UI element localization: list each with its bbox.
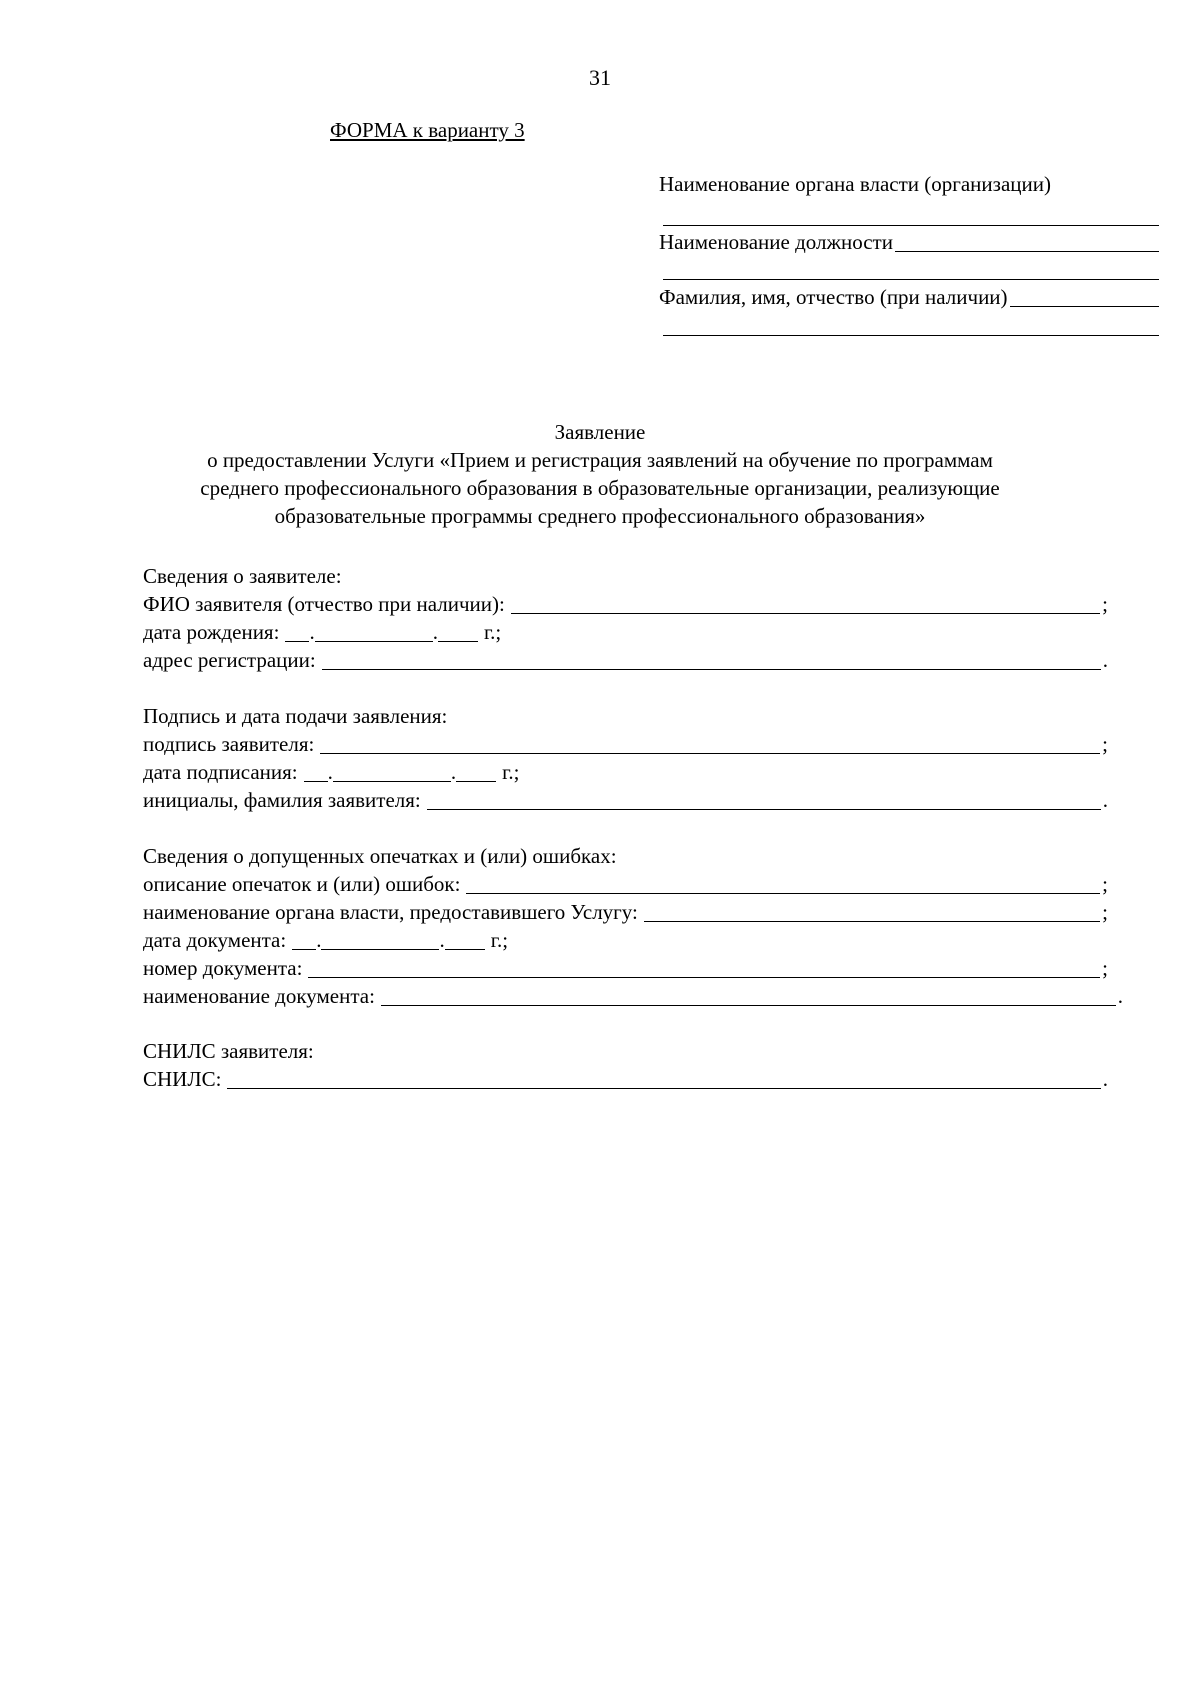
errors-description-label: описание опечаток и (или) ошибок: (143, 872, 461, 896)
form-label: ФОРМА к варианту 3 (330, 118, 525, 142)
document-date-label: дата документа: (143, 928, 287, 952)
errors-section (143, 842, 1123, 1010)
snils-header: СНИЛС заявителя: (143, 1039, 314, 1063)
snils-field[interactable] (227, 1068, 1100, 1089)
signing-date-label: дата подписания: (143, 760, 298, 784)
errors-description-field[interactable] (466, 873, 1100, 894)
position-second-line[interactable] (663, 279, 1159, 280)
end-mark: ; (1102, 732, 1108, 756)
applicant-section (143, 562, 1108, 674)
title-line: образовательные программы среднего профессионального образования» (274, 504, 926, 528)
end-mark: . (1102, 788, 1108, 812)
year-suffix: г.; (502, 760, 520, 784)
signature-header: Подпись и дата подачи заявления: (143, 704, 448, 728)
provider-authority-label: наименование органа власти, предоставившего Услугу: (143, 900, 638, 924)
document-name-label: наименование документа: (143, 984, 375, 1008)
end-mark: . (1102, 648, 1108, 672)
date-dot: . (450, 760, 457, 784)
signing-month-field[interactable] (333, 763, 451, 782)
birth-year-field[interactable] (438, 623, 478, 642)
signature-label: подпись заявителя: (143, 732, 315, 756)
birth-day-field[interactable] (285, 623, 309, 642)
address-label: адрес регистрации: (143, 648, 316, 672)
applicant-header: Сведения о заявителе: (143, 564, 342, 588)
errors-header: Сведения о допущенных опечатках и (или) ошибках: (143, 844, 617, 868)
address-field[interactable] (322, 649, 1101, 670)
date-dot: . (439, 928, 445, 952)
page-number: 31 (589, 65, 611, 90)
birth-date-label: дата рождения: (143, 620, 280, 644)
full-name-second-line[interactable] (663, 335, 1159, 336)
full-name-label: Фамилия, имя, отчество (при наличии) (659, 285, 1008, 309)
title-line: среднего профессионального образования в образовательные организации, реализующие (200, 476, 1000, 500)
initials-label: инициалы, фамилия заявителя: (143, 788, 421, 812)
document-number-label: номер документа: (143, 956, 303, 980)
year-suffix: г.; (483, 620, 502, 644)
initials-field[interactable] (427, 789, 1101, 810)
application-title (150, 418, 1050, 530)
signing-year-field[interactable] (456, 763, 496, 782)
document-name-field[interactable] (381, 985, 1116, 1006)
end-mark: . (1117, 984, 1123, 1008)
end-mark: . (1102, 1067, 1108, 1091)
document-year-field[interactable] (445, 931, 485, 950)
position-label: Наименование должности (659, 230, 893, 254)
document-day-field[interactable] (292, 931, 316, 950)
end-mark: ; (1102, 900, 1108, 924)
date-dot: . (309, 620, 315, 644)
provider-authority-field[interactable] (644, 901, 1100, 922)
fio-label: ФИО заявителя (отчество при наличии): (143, 592, 505, 616)
date-dot: . (316, 928, 322, 952)
end-mark: ; (1102, 872, 1108, 896)
birth-month-field[interactable] (315, 623, 433, 642)
signature-section (143, 702, 1108, 814)
fio-field[interactable] (511, 593, 1100, 614)
year-suffix: г.; (490, 928, 509, 952)
snils-section (143, 1037, 1108, 1093)
title-heading: Заявление (554, 420, 646, 444)
date-dot: . (327, 760, 333, 784)
signature-field[interactable] (320, 733, 1100, 754)
end-mark: ; (1102, 956, 1108, 980)
end-mark: ; (1102, 592, 1108, 616)
document-month-field[interactable] (321, 931, 439, 950)
authority-label: Наименование органа власти (организации) (659, 172, 1051, 196)
authority-fill-line[interactable] (663, 225, 1159, 226)
document-number-field[interactable] (308, 957, 1100, 978)
snils-label: СНИЛС: (143, 1067, 222, 1091)
signing-day-field[interactable] (304, 763, 328, 782)
title-line: о предоставлении Услуги «Прием и регистрация заявлений на обучение по программам (207, 448, 993, 472)
date-dot: . (432, 620, 438, 644)
